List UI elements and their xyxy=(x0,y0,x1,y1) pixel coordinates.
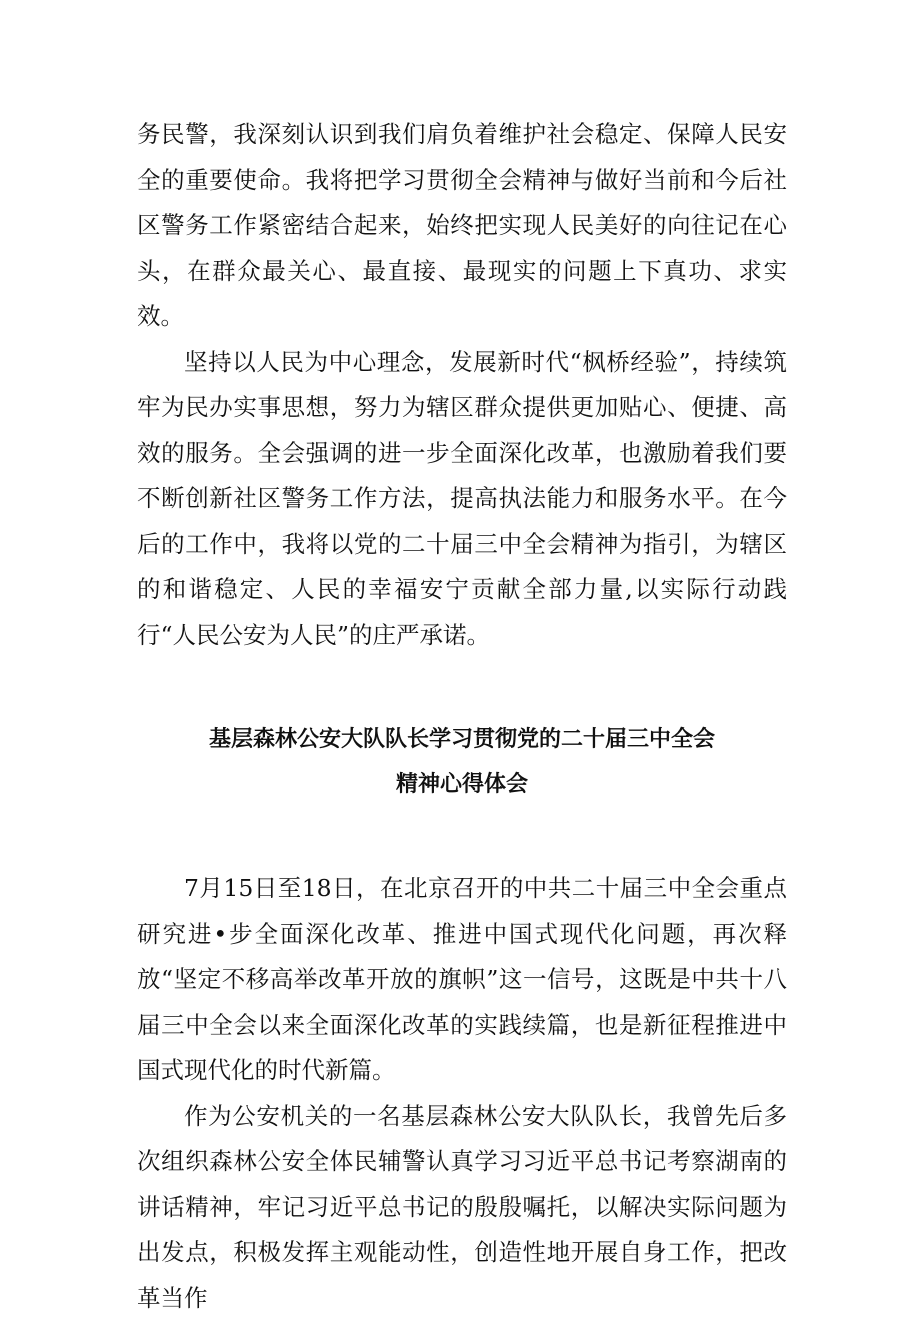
document-content xyxy=(137,112,787,1321)
intro-paragraph-1: 务民警，我深刻认识到我们肩负着维护社会稳定、保障人民安全的重要使命。我将把学习贯彻全会精神与做好当前和今后社区警务工作紧密结合起来，始终把实现人民美好的向往记在心头，在群众最关心、最直接、最现实的问题上下真功、求实效。 xyxy=(137,112,787,340)
body-paragraph-1: 7月15日至18日，在北京召开的中共二十届三中全会重点研究进•步全面深化改革、推进中国式现代化问题，再次释放“坚定不移高举改革开放的旗帜”这一信号，这既是中共十八届三中全会以来全面深化改革的实践续篇，也是新征程推进中国式现代化的时代新篇。 xyxy=(137,866,787,1094)
article-title xyxy=(137,717,787,807)
body-paragraph-2: 作为公安机关的一名基层森林公安大队队长，我曾先后多次组织森林公安全体民辅警认真学习习近平总书记考察湖南的讲话精神，牢记习近平总书记的殷殷嘱托，以解决实际问题为出发点，积极发挥主观能动性，创造性地开展自身工作，把改革当作 xyxy=(137,1094,787,1321)
article-title-line-1: 基层森林公安大队队长学习贯彻党的二十届三中全会 xyxy=(137,717,787,762)
article-title-line-2: 精神心得体会 xyxy=(137,762,787,807)
intro-paragraph-2: 坚持以人民为中心理念，发展新时代“枫桥经验”，持续筑牢为民办实事思想，努力为辖区群众提供更加贴心、便捷、高效的服务。全会强调的进一步全面深化改革，也激励着我们要不断创新社区警务工作方法，提高执法能力和服务水平。在今后的工作中，我将以党的二十届三中全会精神为指引，为辖区的和谐稳定、人民的幸福安宁贡献全部力量,以实际行动践行“人民公安为人民”的庄严承诺。 xyxy=(137,340,787,659)
